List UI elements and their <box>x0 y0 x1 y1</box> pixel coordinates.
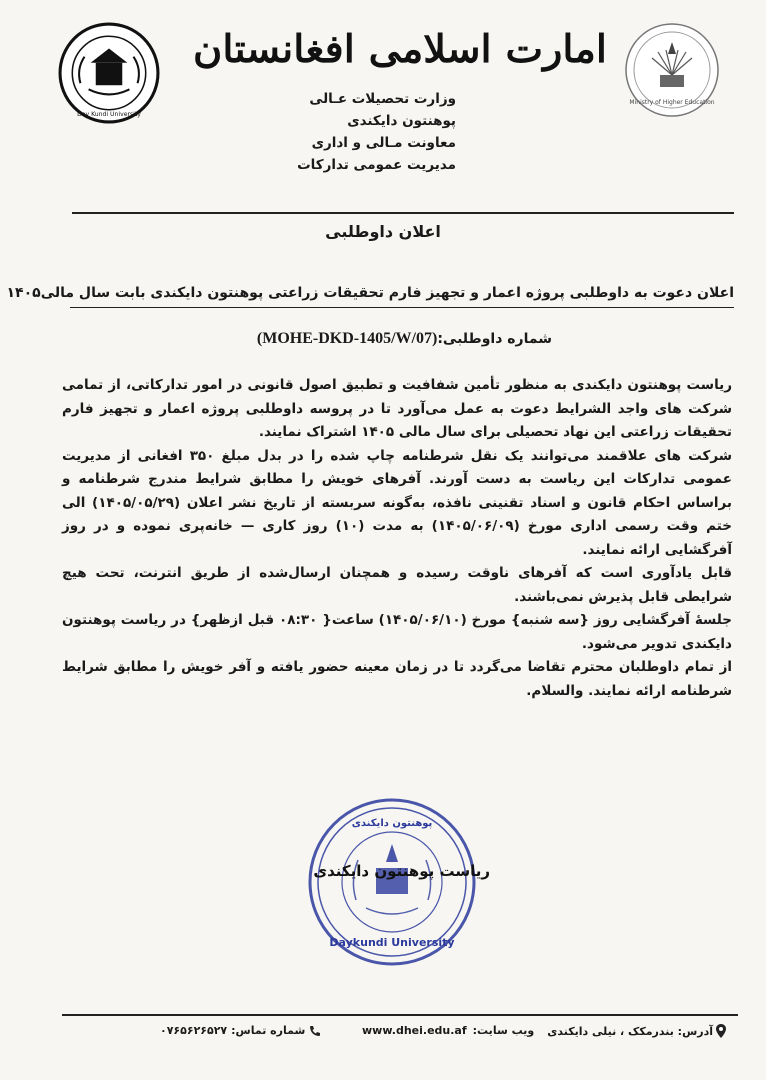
emirate-calligraphy-heading: امارت اسلامی افغانستان <box>193 26 607 71</box>
tender-number-label: شماره داوطلبی: <box>437 331 552 347</box>
ministry-seal-logo <box>622 20 722 120</box>
svg-text:Day Kundi University: Day Kundi University <box>77 110 141 118</box>
org-line: پوهنتون دایکندی <box>347 113 456 129</box>
svg-text:Ministry of Higher Education: Ministry of Higher Education <box>629 99 715 106</box>
website-label: ویب سایت: <box>472 1024 535 1037</box>
body-paragraph: از تمام داوطلبان محترم تقاضا می‌گردد تا در زمان معینه حضور یافته و آفر خویش را مطابق شرایط شرطنامه ارائه نمایند. والسلام. <box>62 659 732 699</box>
header-divider <box>72 212 734 214</box>
footer-phone <box>160 1024 321 1037</box>
tender-number <box>257 330 552 348</box>
org-line: وزارت تحصیلات عـالی <box>309 91 456 107</box>
body-paragraph: شرکت های علاقمند می‌توانند یک نقل شرطنامه چاپ شده را در بدل مبلغ ۳۵۰ افغانی از مدیریت عمومی تدارکات این ریاست به دست آورند. آفرهای خویش را مطابق شرایط مندرج شرطنامه و براساس احکام قانون و اسناد تقنینی نافذه، به‌گونه سربسته از تاریخ نشر اعلان (۱۴۰۵/۰۵/۲۹) الی ختم وقت رسمی اداری مورخ (۱۴۰۵/۰۶/۰۹) به مدت (۱۰) روز کاری — خانه‌پری نموده و در روز آفرگشایی ارائه نمایند. <box>62 447 733 558</box>
org-line: مدیریت عمومی تدارکات <box>297 157 456 173</box>
tender-number-code: (MOHE-DKD-1405/W/07) <box>256 330 438 347</box>
footer-divider <box>62 1014 738 1016</box>
announcement-subtitle: اعلان دعوت به داوطلبی پروژه اعمار و تجهیز فارم تحقیقات زراعتی پوهنتون دایکندی بابت سال مالی۱۴۰۵ <box>70 280 734 308</box>
body-paragraph: قابل یادآوری است که آفرهای ناوقت رسیده و همچنان ارسال‌شده از طریق انترنت، تحت هیچ شرایطی قابل پذیرش نمی‌باشند. <box>62 565 732 605</box>
signature-text: ریاست پوهنتون دایکندی <box>313 862 490 880</box>
announcement-body <box>62 374 732 703</box>
org-line: معاونت مـالی و اداری <box>311 135 456 151</box>
phone-icon <box>309 1025 321 1037</box>
address-text: آدرس: بندرمکک ، نیلی دایکندی <box>547 1024 713 1038</box>
university-seal-logo <box>58 22 160 124</box>
footer-address <box>547 1024 726 1038</box>
phone-number: ۰۷۶۵۶۲۶۵۲۷ <box>160 1024 228 1037</box>
body-paragraph: ریاست پوهنتون دایکندی به منظور تأمین شفافیت و تطبیق اصول قانونی در امور تدارکاتی، از تمامی شرکت های واجد الشرایط دعوت به عمل می‌آورد تا در پروسه داوطلبی پروژه اعمار و تجهیز فارم تحقیقات زراعتی این نهاد تحصیلی برای سال مالی ۱۴۰۵ اشتراک نمایند. <box>62 377 732 440</box>
footer <box>0 1018 766 1048</box>
location-pin-icon <box>716 1024 726 1038</box>
website-link[interactable]: www.dhei.edu.af <box>362 1024 467 1037</box>
body-paragraph: جلسهٔ آفرگشایی روز {سه شنبه} مورخ (۱۴۰۵/۰۶/۱۰) ساعت{ ۰۸:۳۰ قبل ازظهر} در ریاست پوهنتون دایکندی تدویر می‌شود. <box>62 612 732 652</box>
official-stamp <box>306 796 478 968</box>
stamp-english-text: Daykundi University <box>329 936 455 949</box>
stamp-persian-text: پوهنتون دایکندی <box>351 818 433 829</box>
phone-label: شماره تماس: <box>231 1024 306 1037</box>
announcement-title: اعلان داوطلبی <box>325 222 441 241</box>
footer-website <box>362 1024 534 1037</box>
organization-block <box>236 88 456 176</box>
